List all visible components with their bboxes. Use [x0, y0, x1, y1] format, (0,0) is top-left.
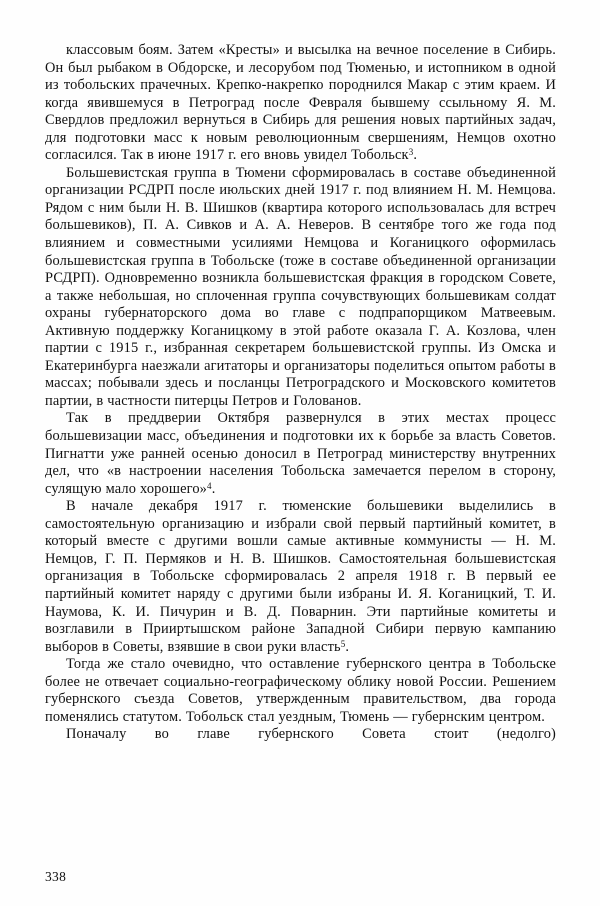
page-text-block: [45, 42, 556, 744]
paragraph-text: Тогда же стало очевидно, что оставление губернского центра в Тобольске более не отвечает социально-географическому облику новой России. Решением губернского съезда Советов, утвержденным правительством, два города поменялись статутом. Тобольск стал уездным, Тюмень — губернским центром.: [45, 656, 556, 725]
footnote-marker[interactable]: 5: [340, 638, 346, 649]
footnote-marker[interactable]: 4: [207, 480, 212, 491]
paragraph: [45, 42, 556, 165]
paragraph-text: В начале декабря 1917 г. тюменские большевики выделились в самостоятельную организацию и избрали свой первый партийный комитет, в который вместе с другими вошли самые активные коммунисты — Н. М. Немцов, Г. П. Пермяков и Н. В. Шишков. Самостоятельная большевистская организация в Тобольске сформировалась 2 апреля 1918 г. В первый ее партийный комитет наряду с другими были избраны И. Я. Коганицкий, Т. И. Наумова, К. И. Пичурин и В. Д. Поварнин. Эти партийные комитеты и возглавили в Прииртышском районе Западной Сибири первую кампанию выборов в Советы, взявшие в свои руки власть: [45, 498, 556, 655]
paragraph-text: классовым боям. Затем «Кресты» и высылка на вечное поселение в Сибирь. Он был рыбаком в Обдорске, и лесорубом под Тюменью, и истопником в одной из тобольских прачечных. Крепко-накрепко породнился Макар с этим краем. И когда явившемуся в Петроград после Февраля бывшему ссыльному Я. М. Свердлов предложил вернуться в Сибирь для решения новых партийных задач, для подготовки масс к новым революционным свершениям, Немцов охотно согласился. Так в июне 1917 г. его вновь увидел Тобольск: [45, 42, 556, 164]
paragraph: [45, 410, 556, 498]
paragraph: [45, 498, 556, 656]
paragraph: [45, 656, 556, 726]
footnote-marker[interactable]: 3: [408, 147, 414, 158]
paragraph: [45, 165, 556, 411]
page-number: 338: [45, 869, 67, 884]
paragraph-text: Поначалу во главе губернского Совета стоит (недолго): [66, 726, 556, 743]
paragraph-text: Большевистская группа в Тюмени сформировалась в составе объединенной организации РСДРП после июльских дней 1917 г. под влиянием Н. М. Немцова. Рядом с ним были Н. В. Шишков (квартира которого использовалась для встреч большевиков), П. А. Сивков и А. А. Неверов. В сентябре того же года под влиянием и совместными усилиями Немцова и Коганицкого оформилась большевистская группа в Тобольске (тоже в составе объединенной организации РСДРП). Одновременно возникла большевистская фракция в городском Совете, а также небольшая, но сплоченная группа сочувствующих большевикам солдат охраны губернаторского дома во главе с подпрапорщиком Матвеевым. Активную поддержку Коганицкому в этой работе оказала Г. А. Козлова, член партии с 1915 г., избранная секретарем большевистской группы. Из Омска и Екатеринбурга наезжали агитаторы и организаторы поделиться опытом работы в массах; побывали здесь и посланцы Петроградского и Московского комитетов партии, в частности питерцы Петров и Голованов.: [45, 164, 556, 409]
paragraph-tail: .: [211, 480, 216, 497]
paragraph: [45, 726, 556, 744]
paragraph-tail: .: [345, 638, 350, 655]
paragraph-tail: .: [413, 147, 418, 164]
paragraph-text: Так в преддверии Октября развернулся в этих местах процесс большевизации масс, объединения и подготовки их к борьбе за власть Советов. Пигнатти уже ранней осенью доносил в Петроград министерству внутренних дел, что «в настроении населения Тобольска замечается перелом в сторону, сулящую мало хорошего»: [45, 410, 556, 497]
